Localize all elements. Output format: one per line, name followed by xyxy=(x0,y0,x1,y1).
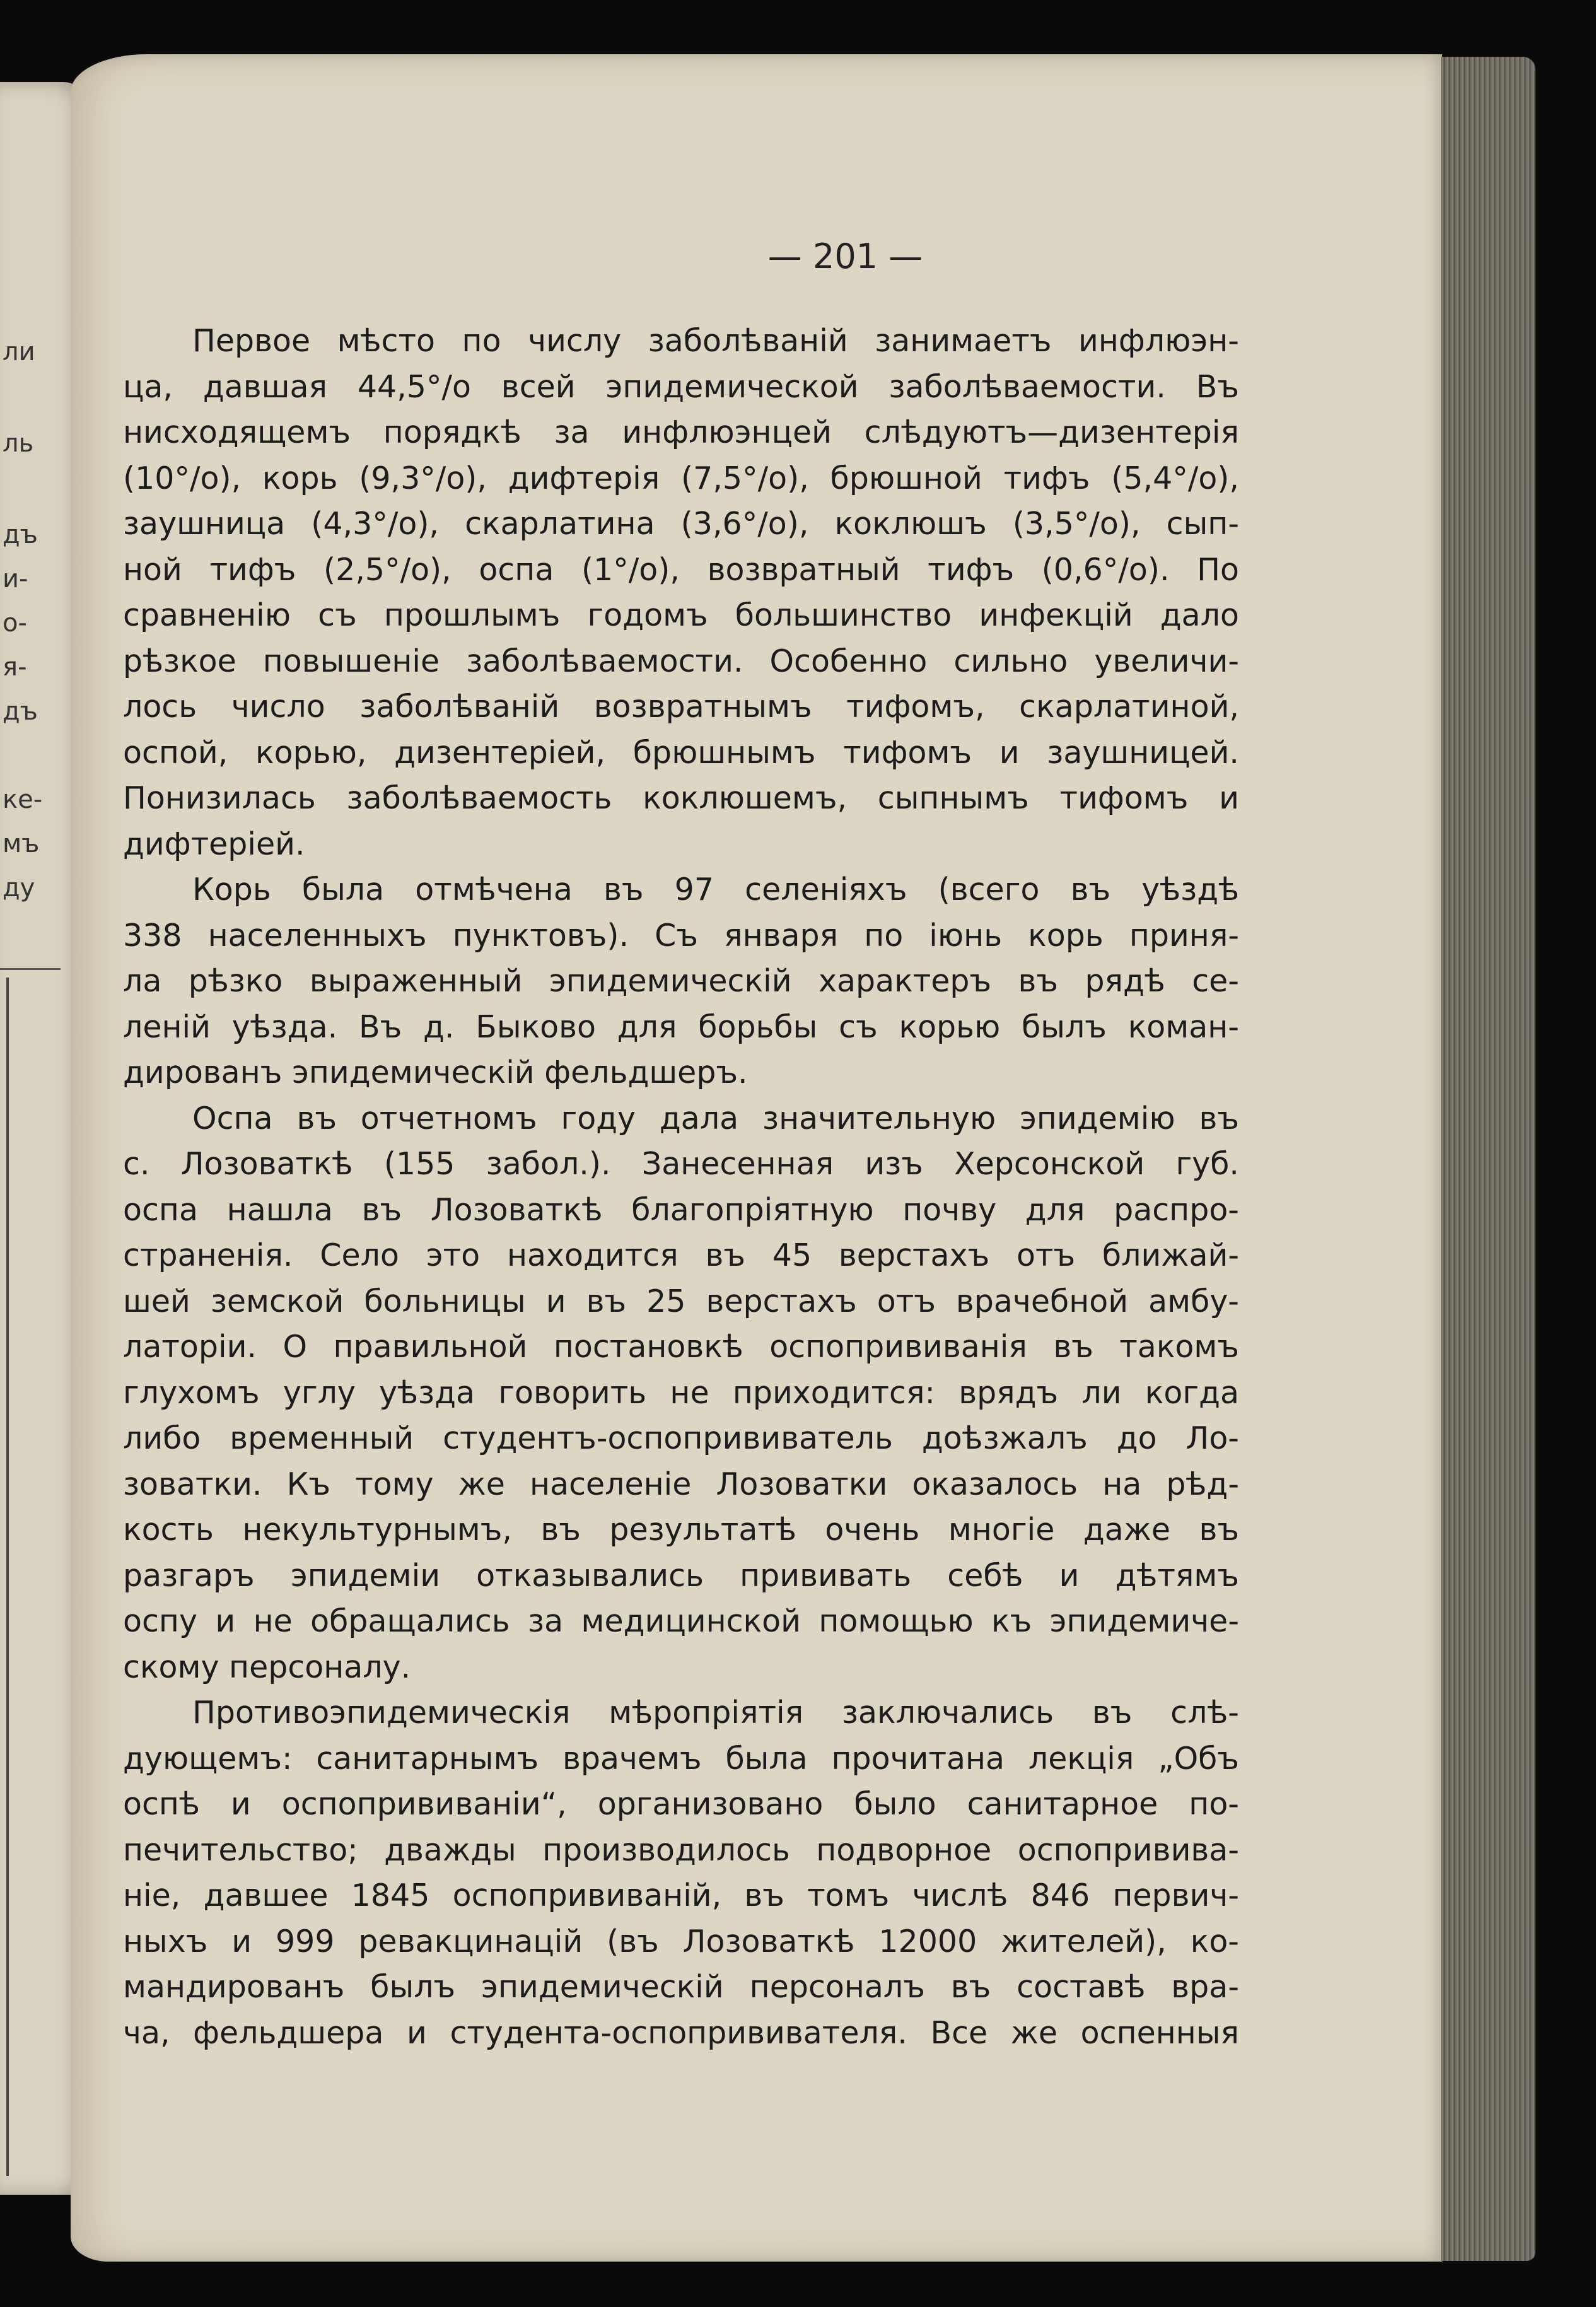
text-line: шей земской больницы и въ 25 верстахъ отъ врачебной амбу- xyxy=(123,1283,1239,1319)
text-line: Первое мѣсто по числу заболѣваній занимаетъ инфлюэн- xyxy=(192,323,1239,359)
text-line: нисходящемъ порядкѣ за инфлюэнцей слѣдуютъ—дизентерія xyxy=(123,414,1239,450)
text-line: 338 населенныхъ пунктовъ). Съ января по іюнь корь приня- xyxy=(123,917,1239,954)
text-line: глухомъ углу уѣзда говорить не приходится: врядъ ли когда xyxy=(123,1374,1239,1411)
left-page-fragment: дъ xyxy=(3,520,38,549)
text-line: печительство; дважды производилось подворное оспопрививa- xyxy=(123,1831,1239,1868)
text-line: сравненію съ прошлымъ годомъ большинство инфекцій дало xyxy=(123,597,1239,633)
text-line: лось число заболѣваній возвратнымъ тифомъ, скарлатиной, xyxy=(123,689,1239,725)
left-page-fragment: я- xyxy=(3,653,27,682)
left-page-fragment: ке- xyxy=(3,785,43,814)
left-page-fragment: ли xyxy=(3,337,35,366)
left-page-column-line xyxy=(6,978,9,2176)
text-line: скому персоналу. xyxy=(123,1649,411,1685)
text-line: Противоэпидемическія мѣропріятія заключались въ слѣ- xyxy=(192,1695,1239,1731)
text-line: ніе, давшее 1845 оспопрививаній, въ томъ числѣ 846 первич- xyxy=(123,1878,1239,1913)
text-line: латоріи. О правильной постановкѣ оспопрививанія въ такомъ xyxy=(123,1329,1239,1365)
text-line: ла рѣзко выраженный эпидемическій характеръ въ рядѣ се- xyxy=(123,963,1239,999)
text-line: оспѣ и оспопрививаніи“, организовано было санитарное по- xyxy=(123,1786,1239,1822)
text-line: ной тифъ (2,5°/о), оспа (1°/о), возвратный тифъ (0,6°/о). По xyxy=(123,551,1239,588)
left-page-fragment: ль xyxy=(3,429,34,458)
text-line: ныхъ и 999 ревакцинацій (въ Лозоваткѣ 12000 жителей), ко- xyxy=(123,1923,1239,1959)
left-page-fragment: ду xyxy=(3,873,35,902)
left-page-fragment: дъ xyxy=(3,697,38,726)
text-line: Оспа въ отчетномъ году дала значительную эпидемію въ xyxy=(192,1100,1239,1136)
text-line: ча, фельдшера и студента-оспопрививателя. Все же оспенныя xyxy=(123,2014,1239,2051)
left-page-fragment: о- xyxy=(3,609,27,638)
left-page-rule xyxy=(0,968,61,970)
text-line: зоватки. Къ тому же населеніе Лозоватки оказалось на рѣд- xyxy=(123,1466,1239,1502)
text-line: с. Лозоваткѣ (155 забол.). Занесенная изъ Херсонской губ. xyxy=(123,1146,1239,1182)
text-line: рѣзкое повышеніе заболѣваемости. Особенно сильно увеличи- xyxy=(123,643,1239,679)
text-line: либо временный студентъ-оспопрививатель доѣзжалъ до Ло- xyxy=(123,1420,1239,1456)
text-line: оспой, корью, дизентеріей, брюшнымъ тифомъ и заушницей. xyxy=(123,734,1239,771)
page-number: — 201 — xyxy=(767,237,923,276)
text-line: страненія. Село это находится въ 45 верстахъ отъ ближай- xyxy=(123,1237,1239,1273)
text-line: кость некультурнымъ, въ результатѣ очень многіе даже въ xyxy=(123,1512,1239,1548)
text-line: (10°/о), корь (9,3°/о), дифтерія (7,5°/о), брюшной тифъ (5,4°/о), xyxy=(123,460,1239,496)
body-text xyxy=(123,318,1239,2056)
text-line: заушница (4,3°/о), скарлатина (3,6°/о), коклюшъ (3,5°/о), сып- xyxy=(123,506,1239,542)
left-page-fragment: мъ xyxy=(3,829,40,858)
page-edges xyxy=(1441,57,1535,2261)
text-line: леній уѣзда. Въ д. Быково для борьбы съ корью былъ коман- xyxy=(123,1008,1239,1045)
text-line: разгаръ эпидеміи отказывались прививать себѣ и дѣтямъ xyxy=(123,1557,1239,1594)
text-line: оспа нашла въ Лозоваткѣ благопріятную почву для распро- xyxy=(123,1191,1239,1228)
text-line: Корь была отмѣчена въ 97 селеніяхъ (всего въ уѣздѣ xyxy=(192,872,1239,908)
text-line: дированъ эпидемическій фельдшеръ. xyxy=(123,1054,748,1090)
left-page-fragment: и- xyxy=(3,564,28,593)
text-line: Понизилась заболѣваемость коклюшемъ, сыпнымъ тифомъ и xyxy=(123,780,1239,816)
text-line: дующемъ: санитарнымъ врачемъ была прочитана лекція „Объ xyxy=(123,1740,1239,1777)
text-line: ца, давшая 44,5°/о всей эпидемической заболѣваемости. Въ xyxy=(123,368,1239,405)
text-line: мандированъ былъ эпидемическій персоналъ въ составѣ вра- xyxy=(123,1969,1239,2005)
text-line: дифтеріей. xyxy=(123,826,305,862)
text-line: оспу и не обращались за медицинской помощью къ эпидемиче- xyxy=(123,1603,1239,1639)
